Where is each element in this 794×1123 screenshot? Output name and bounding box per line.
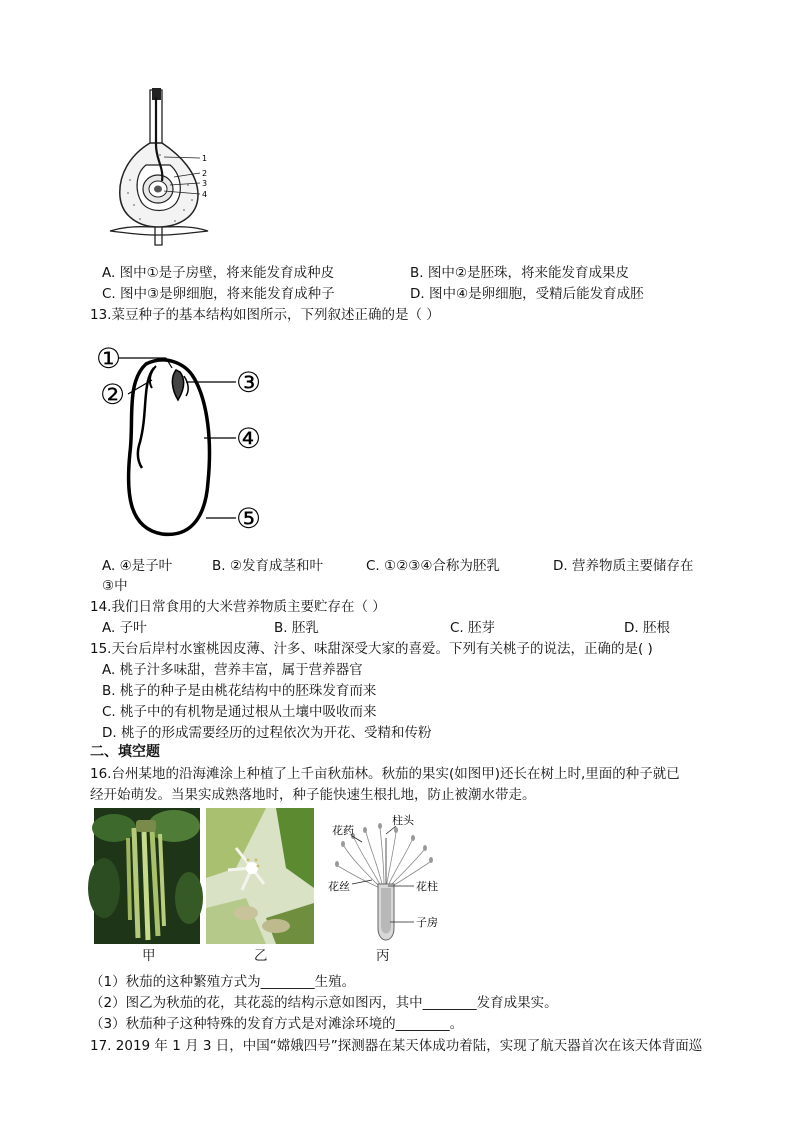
q12-option-a: A. 图中①是子房壁，将来能发育成种皮 [102, 265, 335, 281]
q13-option-b: B. ②发育成茎和叶 [212, 558, 323, 574]
q15-option-d: D. 桃子的形成需要经历的过程依次为开花、受精和传粉 [102, 725, 432, 741]
q17-stem: 17. 2019 年 1 月 3 日，中国“嫦娥四号”探测器在某天体成功着陆，实现了航天器首次在该天体背面巡 [90, 1038, 703, 1054]
q15-stem: 15.天台后岸村水蜜桃因皮薄、汁多、味甜深受大家的喜爱。下列有关桃子的说法，正确的是( ) [90, 641, 653, 657]
ovary-diagram [100, 85, 215, 250]
q16-sub1: （1）秋茄的这种繁殖方式为________生殖。 [90, 974, 356, 990]
caption-jia: 甲 [142, 948, 156, 964]
bean-label-4: ④ [236, 422, 262, 455]
q13-option-a: A. ④是子叶 [102, 558, 173, 574]
q14-option-a: A. 子叶 [102, 620, 147, 636]
bean-label-2: ② [100, 378, 126, 411]
q16-sub3: （3）秋茄种子这种特殊的发育方式是对滩涂环境的________。 [90, 1016, 464, 1032]
q16-stem-line1: 16.台州某地的沿海滩涂上种植了上千亩秋茄林。秋茄的果实(如图甲)还长在树上时,里面的种子就已 [90, 766, 680, 782]
label-ovary: 子房 [416, 916, 438, 929]
photo-fruit [94, 808, 200, 944]
label-style: 花柱 [416, 880, 438, 893]
pistil-stamen-diagram [326, 814, 450, 948]
q14-option-b: B. 胚乳 [274, 620, 319, 636]
q13-option-d-cont: ③中 [102, 578, 128, 594]
q13-stem: 13.菜豆种子的基本结构如图所示，下列叙述正确的是（ ） [90, 307, 440, 323]
ovary-label-3: 3 [202, 179, 208, 188]
ovary-label-2: 2 [202, 169, 208, 178]
q15-option-a: A. 桃子汁多味甜，营养丰富，属于营养器官 [102, 662, 363, 678]
photo-flower [206, 808, 314, 944]
caption-bing: 丙 [376, 948, 390, 964]
q13-option-d: D. 营养物质主要储存在 [553, 558, 694, 574]
q16-sub2: （2）图乙为秋茄的花，其花蕊的结构示意如图丙，其中________发育成果实。 [90, 995, 558, 1011]
q14-option-c: C. 胚芽 [450, 620, 496, 636]
bean-seed-diagram [96, 342, 276, 547]
q16-stem-line2: 经开始萌发。当果实成熟落地时，种子能快速生根扎地，防止被潮水带走。 [90, 787, 536, 803]
q13-option-c: C. ①②③④合称为胚乳 [366, 558, 500, 574]
section-heading: 二、填空题 [90, 744, 160, 760]
q14-option-d: D. 胚根 [624, 620, 670, 636]
ovary-label-4: 4 [202, 190, 208, 199]
q12-option-c: C. 图中③是卵细胞，将来能发育成种子 [102, 286, 335, 302]
bean-label-5: ⑤ [236, 502, 262, 535]
q14-stem: 14.我们日常食用的大米营养物质主要贮存在（ ） [90, 599, 386, 615]
caption-yi: 乙 [254, 948, 268, 964]
ovary-label-1: 1 [202, 154, 208, 163]
q12-option-b: B. 图中②是胚珠，将来能发育成果皮 [410, 265, 629, 281]
q15-option-c: C. 桃子中的有机物是通过根从土壤中吸收而来 [102, 704, 377, 720]
label-anther: 花药 [332, 824, 354, 837]
bean-label-3: ③ [236, 366, 262, 399]
label-stigma: 柱头 [392, 814, 414, 827]
bean-label-1: ① [96, 342, 122, 375]
label-filament: 花丝 [328, 880, 350, 893]
q15-option-b: B. 桃子的种子是由桃花结构中的胚珠发育而来 [102, 683, 377, 699]
q12-option-d: D. 图中④是卵细胞，受精后能发育成胚 [410, 286, 644, 302]
